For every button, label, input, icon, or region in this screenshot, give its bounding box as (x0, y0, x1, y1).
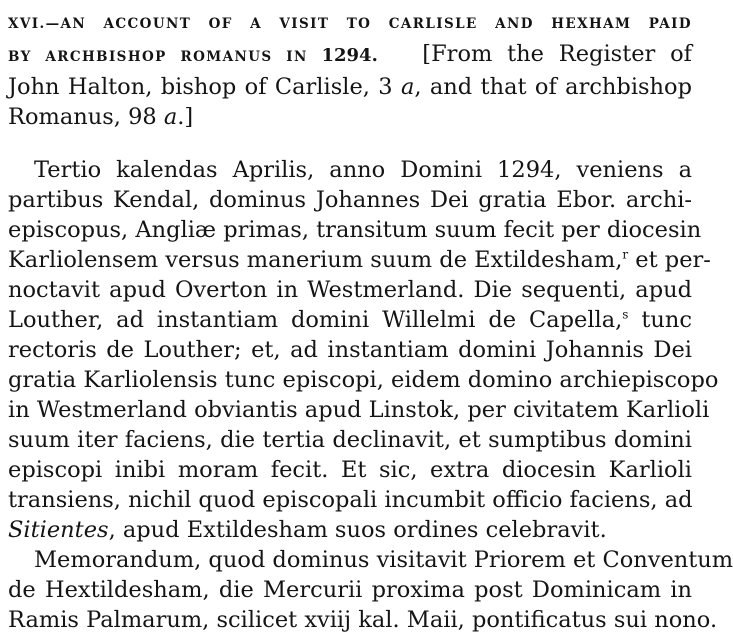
text-line: Tertio kalendas Aprilis, anno Domini 1294, veniens a (34, 157, 692, 183)
text-line: Memorandum, quod dominus visitavit Priorem et Conventum (34, 547, 733, 573)
text-line (8, 305, 692, 335)
heading-number: XVI. (8, 16, 46, 32)
footnote-marker-s: s (622, 307, 629, 322)
heading-source-line3-tail: .] (177, 104, 194, 130)
text-line: rectoris de Louther; et, ad instantiam domini Johannis Dei (8, 337, 692, 363)
heading-source-ref-b: a (163, 104, 178, 130)
heading-title-line1: AN ACCOUNT OF A VISIT TO CARLISLE AND HEXHAM PAID (60, 16, 692, 32)
text-fragment: et per- (628, 247, 711, 273)
paragraph-2 (8, 545, 733, 635)
text-line (8, 245, 711, 275)
heading-source-line2-tail: , and that of archbishop (414, 74, 692, 100)
text-line: suum iter faciens, die tertia declinavit, et sumptibus domini (8, 427, 692, 453)
italic-word: Sitientes (8, 517, 109, 543)
text-fragment: Louther, ad instantiam domini Willelmi de Capella, (8, 307, 623, 333)
text-line: de Hextildesham, die Mercurii proxima post Dominicam in (8, 577, 692, 603)
text-line (8, 515, 692, 545)
text-fragment: tunc (628, 307, 693, 333)
paragraph-1 (8, 155, 719, 545)
heading-source-line2: John Halton, bishop of Carlisle, 3 (8, 74, 401, 100)
text-line: episcopi inibi moram fecit. Et sic, extra diocesin Karlioli (8, 457, 692, 483)
heading-source-line3: Romanus, 98 (8, 104, 164, 130)
text-line: transiens, nichil quod episcopali incumbit officio faciens, ad (8, 487, 693, 513)
heading-source-ref-a: a (400, 74, 415, 100)
text-fragment: Karliolensem versus manerium suum de Extildesham, (8, 247, 623, 273)
heading-source-line1: [From the Register of (422, 41, 692, 67)
heading-year: 1294. (321, 45, 378, 66)
heading-title-line2: BY ARCHBISHOP ROMANUS IN (8, 49, 322, 65)
text-line: gratia Karliolensis tunc episcopi, eidem domino archiepiscopo (8, 367, 719, 393)
section-heading (8, 6, 692, 132)
text-line: partibus Kendal, dominus Johannes Dei gratia Ebor. archi- (8, 187, 692, 213)
footnote-marker-r: r (622, 247, 629, 262)
text-line: episcopus, Angliæ primas, transitum suum fecit per diocesin (8, 217, 702, 243)
text-line: noctavit apud Overton in Westmerland. Die sequenti, apud (8, 277, 692, 303)
text-line: in Westmerland obviantis apud Linstok, per civitatem Karlioli (8, 397, 710, 423)
text-fragment: , apud Extildesham suos ordines celebravit. (108, 517, 607, 543)
text-line: Ramis Palmarum, scilicet xviij kal. Maii, pontificatus sui nono. (8, 607, 718, 633)
document-page (8, 6, 733, 635)
heading-dash: — (45, 16, 61, 32)
